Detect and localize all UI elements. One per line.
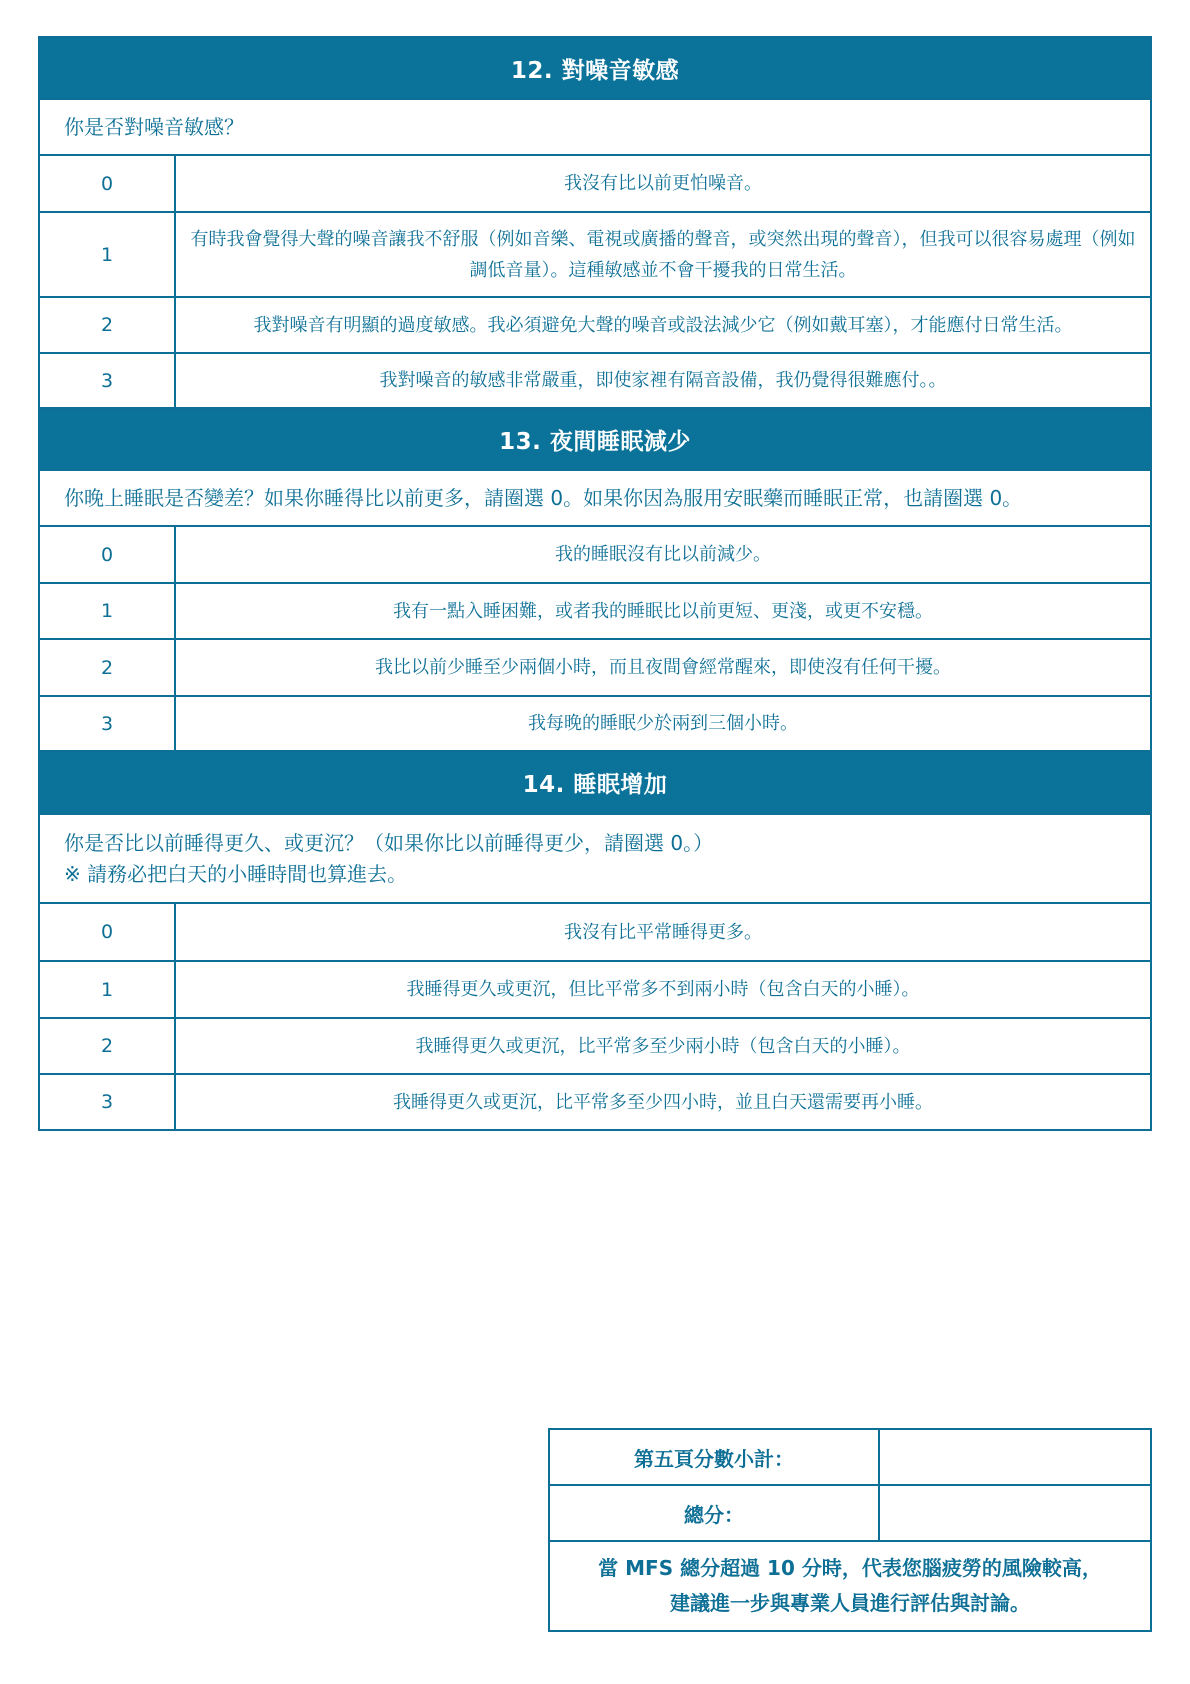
- section-title: 13. 夜間睡眠減少: [39, 408, 1151, 470]
- option-text: 我比以前少睡至少兩個小時，而且夜間會經常醒來，即使沒有任何干擾。: [175, 639, 1151, 696]
- question-note: ※ 請務必把白天的小睡時間也算進去。: [64, 861, 408, 886]
- option-row: [39, 583, 1151, 639]
- question-text: 你晚上睡眠是否變差？如果你睡得比以前更多，請圈選 0。如果你因為服用安眠藥而睡眠正常，也請圈選 0。: [39, 470, 1151, 526]
- option-text: 我睡得更久或更沉，比平常多至少兩小時（包含白天的小睡）。: [175, 1018, 1151, 1074]
- option-text: 我睡得更久或更沉，比平常多至少四小時，並且白天還需要再小睡。: [175, 1074, 1151, 1130]
- total-row: [549, 1485, 1151, 1541]
- questionnaire-table: [38, 36, 1152, 1131]
- question-row: [39, 99, 1151, 155]
- risk-note-line: 當 MFS 總分超過 10 分時，代表您腦疲勞的風險較高，: [598, 1556, 1102, 1580]
- score-summary-table: [548, 1428, 1152, 1632]
- option-text: 我睡得更久或更沉，但比平常多不到兩小時（包含白天的小睡）。: [175, 961, 1151, 1018]
- option-text: 我對噪音的敏感非常嚴重，即使家裡有隔音設備，我仍覺得很難應付。。: [175, 353, 1151, 408]
- option-score[interactable]: 1: [39, 961, 175, 1018]
- option-text: 我每晚的睡眠少於兩到三個小時。: [175, 696, 1151, 751]
- option-row: [39, 903, 1151, 961]
- option-text: 我對噪音有明顯的過度敏感。我必須避免大聲的噪音或設法減少它（例如戴耳塞），才能應付日常生活。: [175, 297, 1151, 353]
- section-header: [39, 37, 1151, 99]
- page-subtotal-row: [549, 1429, 1151, 1485]
- option-row: [39, 526, 1151, 583]
- section-title: 14. 睡眠增加: [39, 751, 1151, 814]
- option-text: 我沒有比以前更怕噪音。: [175, 155, 1151, 212]
- option-text: 我的睡眠沒有比以前減少。: [175, 526, 1151, 583]
- question-row: [39, 814, 1151, 903]
- option-score[interactable]: 0: [39, 155, 175, 212]
- option-row: [39, 155, 1151, 212]
- option-score[interactable]: 0: [39, 526, 175, 583]
- option-row: [39, 639, 1151, 696]
- question-text: 你是否對噪音敏感？: [39, 99, 1151, 155]
- note-row: [549, 1541, 1151, 1631]
- section-title: 12. 對噪音敏感: [39, 37, 1151, 99]
- option-text: 我沒有比平常睡得更多。: [175, 903, 1151, 961]
- page-subtotal-label: 第五頁分數小計：: [549, 1429, 879, 1485]
- option-score[interactable]: 0: [39, 903, 175, 961]
- option-text: 有時我會覺得大聲的噪音讓我不舒服（例如音樂、電視或廣播的聲音，或突然出現的聲音），但我可以很容易處理（例如調低音量）。這種敏感並不會干擾我的日常生活。: [175, 212, 1151, 297]
- question-row: [39, 470, 1151, 526]
- option-row: [39, 212, 1151, 297]
- option-row: [39, 353, 1151, 408]
- option-score[interactable]: 3: [39, 1074, 175, 1130]
- risk-note-line: 建議進一步與專業人員進行評估與討論。: [670, 1591, 1030, 1615]
- option-row: [39, 297, 1151, 353]
- section-header: [39, 408, 1151, 470]
- option-score[interactable]: 1: [39, 212, 175, 297]
- total-label: 總分：: [549, 1485, 879, 1541]
- option-score[interactable]: 3: [39, 353, 175, 408]
- page-subtotal-field[interactable]: [879, 1429, 1151, 1485]
- question-cell: [39, 814, 1151, 903]
- option-text: 我有一點入睡困難，或者我的睡眠比以前更短、更淺，或更不安穩。: [175, 583, 1151, 639]
- option-score[interactable]: 1: [39, 583, 175, 639]
- option-row: [39, 1074, 1151, 1130]
- option-row: [39, 961, 1151, 1018]
- option-score[interactable]: 2: [39, 297, 175, 353]
- section-header: [39, 751, 1151, 814]
- option-row: [39, 696, 1151, 751]
- total-field[interactable]: [879, 1485, 1151, 1541]
- question-text: 你是否比以前睡得更久、或更沉？（如果你比以前睡得更少，請圈選 0。）: [64, 830, 714, 855]
- option-score[interactable]: 2: [39, 639, 175, 696]
- option-row: [39, 1018, 1151, 1074]
- risk-note: [549, 1541, 1151, 1631]
- option-score[interactable]: 2: [39, 1018, 175, 1074]
- option-score[interactable]: 3: [39, 696, 175, 751]
